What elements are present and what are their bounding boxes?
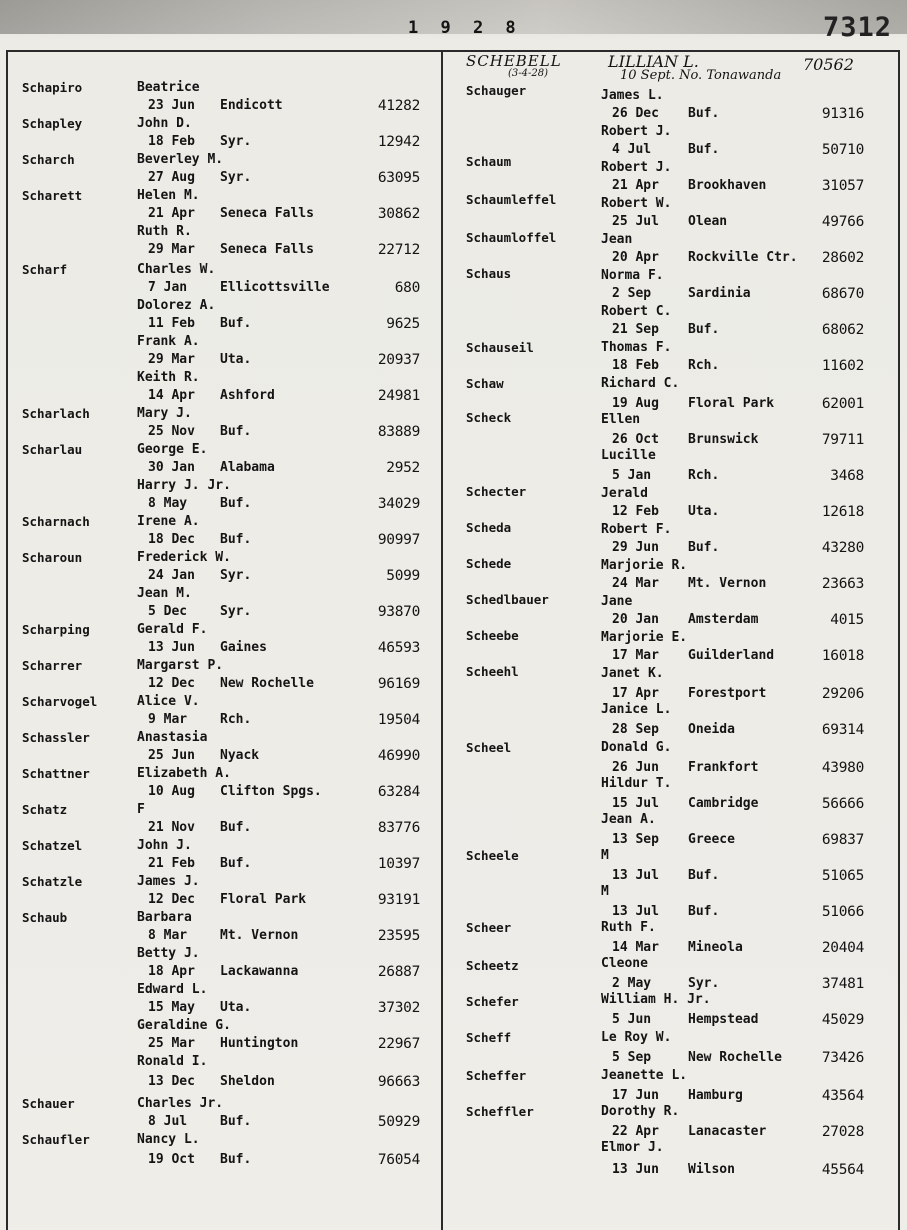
given-name: John D. (137, 116, 192, 131)
surname: Scheda (466, 520, 512, 535)
given-name: Jane (601, 594, 633, 609)
record-place: Floral Park (220, 892, 307, 907)
surname: Schapiro (22, 80, 83, 95)
record-date: 25 Jul (612, 214, 659, 229)
given-name: Ruth F. (601, 920, 656, 935)
surname: Scharping (22, 622, 90, 637)
given-name: Robert C. (601, 304, 672, 319)
record-place: Uta. (220, 352, 252, 367)
record-place: Guilderland (688, 648, 775, 663)
record-number: 30862 (377, 206, 420, 222)
record-number: 41282 (377, 98, 420, 114)
record-place: Buf. (688, 322, 720, 337)
given-name: Dolorez A. (137, 298, 216, 313)
record-place: Olean (688, 214, 728, 229)
record-number: 46593 (377, 640, 420, 656)
record-place: Hamburg (688, 1088, 743, 1103)
record-place: Syr. (688, 976, 720, 991)
record-number: 12942 (377, 134, 420, 150)
record-place: Rch. (688, 468, 720, 483)
surname: Schattner (22, 766, 90, 781)
given-name: M (601, 848, 609, 863)
given-name: Harry J. Jr. (137, 478, 231, 493)
given-name: Richard C. (601, 376, 680, 391)
record-number: 50929 (377, 1114, 420, 1130)
record-number: 43980 (821, 760, 864, 776)
record-number: 49766 (821, 214, 864, 230)
given-name: James L. (601, 88, 664, 103)
record-date: 24 Jan (148, 568, 195, 583)
record-number: 10397 (377, 856, 420, 872)
record-date: 28 Sep (612, 722, 659, 737)
column-divider (441, 50, 443, 1230)
record-number: 79711 (821, 432, 864, 448)
handwritten-number: 70562 (803, 55, 854, 74)
record-place: Gaines (220, 640, 267, 655)
record-date: 15 May (148, 1000, 195, 1015)
record-place: Syr. (220, 604, 252, 619)
record-date: 20 Apr (612, 250, 659, 265)
record-date: 5 Dec (148, 604, 188, 619)
record-place: Sardinia (688, 286, 751, 301)
given-name: William H. Jr. (601, 992, 711, 1007)
record-number: 37481 (821, 976, 864, 992)
record-number: 43564 (821, 1088, 864, 1104)
given-name: Cleone (601, 956, 648, 971)
year-header: 1 9 2 8 (408, 18, 522, 38)
record-place: New Rochelle (220, 676, 314, 691)
record-number: 22712 (377, 242, 420, 258)
record-place: Rch. (688, 358, 720, 373)
record-place: Buf. (688, 106, 720, 121)
given-name: Charles Jr. (137, 1096, 224, 1111)
record-place: Ellicottsville (220, 280, 330, 295)
surname: Scheel (466, 740, 512, 755)
given-name: Geraldine G. (137, 1018, 231, 1033)
record-number: 56666 (821, 796, 864, 812)
surname: Scharlach (22, 406, 90, 421)
given-name: Frederick W. (137, 550, 231, 565)
surname: Scheehl (466, 664, 519, 679)
surname: Scharoun (22, 550, 83, 565)
surname: Schapley (22, 116, 83, 131)
record-place: Mt. Vernon (220, 928, 299, 943)
record-place: Forestport (688, 686, 767, 701)
surname: Schaum (466, 154, 512, 169)
given-name: M (601, 884, 609, 899)
record-number: 83776 (377, 820, 420, 836)
surname: Schaw (466, 376, 504, 391)
record-place: Amsterdam (688, 612, 759, 627)
record-place: Buf. (220, 424, 252, 439)
given-name: Alice V. (137, 694, 200, 709)
record-number: 46990 (377, 748, 420, 764)
record-place: Ashford (220, 388, 275, 403)
record-date: 12 Dec (148, 676, 195, 691)
record-date: 13 Jun (612, 1162, 659, 1177)
given-name: Robert J. (601, 160, 672, 175)
record-number: 24981 (377, 388, 420, 404)
record-number: 4015 (830, 612, 864, 628)
given-name: Robert F. (601, 522, 672, 537)
given-name: Beatrice (137, 80, 200, 95)
record-number: 34029 (377, 496, 420, 512)
record-place: Buf. (220, 532, 252, 547)
record-date: 24 Mar (612, 576, 659, 591)
record-number: 20404 (821, 940, 864, 956)
given-name: Dorothy R. (601, 1104, 680, 1119)
record-number: 11602 (821, 358, 864, 374)
handwritten-surname: SCHEBELL (466, 52, 562, 70)
record-place: Buf. (220, 1152, 252, 1167)
record-date: 17 Jun (612, 1088, 659, 1103)
record-date: 13 Jun (148, 640, 195, 655)
record-date: 25 Mar (148, 1036, 195, 1051)
record-number: 69314 (821, 722, 864, 738)
record-number: 83889 (377, 424, 420, 440)
surname: Schauseil (466, 340, 534, 355)
page-number: 7312 (823, 12, 893, 43)
record-date: 5 Jan (612, 468, 652, 483)
record-place: Wilson (688, 1162, 735, 1177)
record-number: 12618 (821, 504, 864, 520)
record-date: 14 Mar (612, 940, 659, 955)
surname: Schecter (466, 484, 527, 499)
surname: Scheff (466, 1030, 512, 1045)
given-name: Janice L. (601, 702, 672, 717)
record-number: 23663 (821, 576, 864, 592)
surname: Schaumloffel (466, 230, 557, 245)
record-number: 19504 (377, 712, 420, 728)
right-rule (898, 50, 900, 1230)
record-date: 7 Jan (148, 280, 188, 295)
record-number: 62001 (821, 396, 864, 412)
record-place: Huntington (220, 1036, 299, 1051)
record-number: 3468 (830, 468, 864, 484)
record-date: 13 Dec (148, 1074, 195, 1089)
given-name: Thomas F. (601, 340, 672, 355)
handwritten-date-note: (3-4-28) (508, 68, 549, 79)
record-number: 2952 (386, 460, 420, 476)
record-date: 21 Sep (612, 322, 659, 337)
record-number: 68670 (821, 286, 864, 302)
record-date: 14 Apr (148, 388, 195, 403)
record-number: 22967 (377, 1036, 420, 1052)
record-number: 93191 (377, 892, 420, 908)
surname: Scharch (22, 152, 75, 167)
given-name: Elmor J. (601, 1140, 664, 1155)
record-date: 13 Jul (612, 868, 659, 883)
record-place: New Rochelle (688, 1050, 782, 1065)
record-number: 63284 (377, 784, 420, 800)
record-date: 4 Jul (612, 142, 652, 157)
surname: Scharvogel (22, 694, 98, 709)
record-place: Oneida (688, 722, 735, 737)
given-name: Jerald (601, 486, 648, 501)
record-place: Clifton Spgs. (220, 784, 322, 799)
given-name: Norma F. (601, 268, 664, 283)
record-number: 27028 (821, 1124, 864, 1140)
record-place: Buf. (220, 316, 252, 331)
given-name: Robert J. (601, 124, 672, 139)
given-name: Irene A. (137, 514, 200, 529)
record-place: Brunswick (688, 432, 759, 447)
given-name: Gerald F. (137, 622, 208, 637)
record-place: Buf. (220, 820, 252, 835)
record-number: 69837 (821, 832, 864, 848)
record-place: Brookhaven (688, 178, 767, 193)
record-number: 45029 (821, 1012, 864, 1028)
record-date: 21 Apr (612, 178, 659, 193)
record-place: Uta. (688, 504, 720, 519)
record-date: 13 Jul (612, 904, 659, 919)
given-name: Betty J. (137, 946, 200, 961)
surname: Scheffler (466, 1104, 534, 1119)
surname: Schassler (22, 730, 90, 745)
record-number: 96169 (377, 676, 420, 692)
record-date: 21 Nov (148, 820, 195, 835)
record-place: Rch. (220, 712, 252, 727)
record-date: 18 Feb (148, 134, 195, 149)
surname: Schaumleffel (466, 192, 557, 207)
given-name: Lucille (601, 448, 656, 463)
record-date: 21 Feb (148, 856, 195, 871)
given-name: Ronald I. (137, 1054, 208, 1069)
record-place: Sheldon (220, 1074, 275, 1089)
given-name: John J. (137, 838, 192, 853)
record-number: 5099 (386, 568, 420, 584)
given-name: Marjorie R. (601, 558, 688, 573)
record-number: 68062 (821, 322, 864, 338)
surname: Scharnach (22, 514, 90, 529)
surname: Schaus (466, 266, 512, 281)
surname: Scharlau (22, 442, 83, 457)
record-date: 8 Jul (148, 1114, 188, 1129)
record-number: 96663 (377, 1074, 420, 1090)
surname: Schaub (22, 910, 68, 925)
record-date: 2 May (612, 976, 652, 991)
given-name: Helen M. (137, 188, 200, 203)
record-place: Buf. (688, 904, 720, 919)
record-number: 9625 (386, 316, 420, 332)
record-date: 19 Oct (148, 1152, 195, 1167)
record-date: 11 Feb (148, 316, 195, 331)
given-name: Frank A. (137, 334, 200, 349)
record-place: Endicott (220, 98, 283, 113)
record-number: 23595 (377, 928, 420, 944)
record-date: 10 Aug (148, 784, 195, 799)
record-date: 12 Dec (148, 892, 195, 907)
record-date: 29 Mar (148, 242, 195, 257)
given-name: Keith R. (137, 370, 200, 385)
record-date: 26 Oct (612, 432, 659, 447)
record-date: 18 Dec (148, 532, 195, 547)
record-place: Greece (688, 832, 735, 847)
given-name: Mary J. (137, 406, 192, 421)
record-date: 17 Mar (612, 648, 659, 663)
record-date: 13 Sep (612, 832, 659, 847)
record-place: Syr. (220, 568, 252, 583)
record-number: 93870 (377, 604, 420, 620)
record-place: Cambridge (688, 796, 759, 811)
record-date: 27 Aug (148, 170, 195, 185)
given-name: Elizabeth A. (137, 766, 231, 781)
surname: Scharett (22, 188, 83, 203)
record-number: 31057 (821, 178, 864, 194)
surname: Scheele (466, 848, 519, 863)
record-place: Hempstead (688, 1012, 759, 1027)
given-name: Nancy L. (137, 1132, 200, 1147)
surname: Schatzle (22, 874, 83, 889)
given-name: Ellen (601, 412, 641, 427)
given-name: Barbara (137, 910, 192, 925)
record-number: 43280 (821, 540, 864, 556)
record-number: 37302 (377, 1000, 420, 1016)
record-number: 20937 (377, 352, 420, 368)
record-place: Buf. (220, 496, 252, 511)
surname: Schatzel (22, 838, 83, 853)
surname: Schefer (466, 994, 519, 1009)
record-number: 90997 (377, 532, 420, 548)
handwritten-place-note: 10 Sept. No. Tonawanda (620, 68, 782, 83)
record-date: 26 Dec (612, 106, 659, 121)
given-name: Robert W. (601, 196, 672, 211)
record-number: 51066 (821, 904, 864, 920)
record-number: 76054 (377, 1152, 420, 1168)
given-name: F (137, 802, 145, 817)
record-date: 18 Feb (612, 358, 659, 373)
record-place: Frankfort (688, 760, 759, 775)
surname: Schauger (466, 83, 527, 98)
record-number: 73426 (821, 1050, 864, 1066)
surname: Scheer (466, 920, 512, 935)
record-date: 5 Sep (612, 1050, 652, 1065)
record-date: 21 Apr (148, 206, 195, 221)
record-number: 29206 (821, 686, 864, 702)
record-number: 91316 (821, 106, 864, 122)
record-number: 680 (394, 280, 420, 296)
handwritten-given-name: LILLIAN L. (608, 52, 699, 71)
record-date: 18 Apr (148, 964, 195, 979)
given-name: Ruth R. (137, 224, 192, 239)
record-place: Buf. (220, 1114, 252, 1129)
record-place: Syr. (220, 134, 252, 149)
record-number: 51065 (821, 868, 864, 884)
surname: Schede (466, 556, 512, 571)
record-place: Buf. (220, 856, 252, 871)
record-place: Seneca Falls (220, 242, 314, 257)
record-place: Lackawanna (220, 964, 299, 979)
record-date: 23 Jun (148, 98, 195, 113)
record-date: 26 Jun (612, 760, 659, 775)
surname: Schatz (22, 802, 68, 817)
record-number: 45564 (821, 1162, 864, 1178)
surname: Schaufler (22, 1132, 90, 1147)
record-date: 5 Jun (612, 1012, 652, 1027)
record-number: 50710 (821, 142, 864, 158)
record-date: 29 Mar (148, 352, 195, 367)
record-place: Syr. (220, 170, 252, 185)
given-name: Anastasia (137, 730, 208, 745)
record-number: 16018 (821, 648, 864, 664)
record-date: 29 Jun (612, 540, 659, 555)
record-date: 25 Jun (148, 748, 195, 763)
record-date: 12 Feb (612, 504, 659, 519)
surname: Schauer (22, 1096, 75, 1111)
surname: Scheebe (466, 628, 519, 643)
given-name: Hildur T. (601, 776, 672, 791)
given-name: Edward L. (137, 982, 208, 997)
given-name: Jean M. (137, 586, 192, 601)
given-name: Donald G. (601, 740, 672, 755)
given-name: Charles W. (137, 262, 216, 277)
top-rule (6, 50, 900, 52)
record-place: Floral Park (688, 396, 775, 411)
record-place: Buf. (688, 142, 720, 157)
record-date: 15 Jul (612, 796, 659, 811)
surname: Schedlbauer (466, 592, 549, 607)
given-name: Janet K. (601, 666, 664, 681)
record-place: Lanacaster (688, 1124, 767, 1139)
given-name: James J. (137, 874, 200, 889)
record-number: 26887 (377, 964, 420, 980)
given-name: Jean A. (601, 812, 656, 827)
given-name: Margarst P. (137, 658, 224, 673)
record-date: 8 May (148, 496, 188, 511)
surname: Scharf (22, 262, 68, 277)
left-rule (6, 50, 8, 1230)
record-date: 2 Sep (612, 286, 652, 301)
record-place: Uta. (220, 1000, 252, 1015)
record-date: 22 Apr (612, 1124, 659, 1139)
given-name: Le Roy W. (601, 1030, 672, 1045)
surname: Scheffer (466, 1068, 527, 1083)
record-date: 8 Mar (148, 928, 188, 943)
record-place: Seneca Falls (220, 206, 314, 221)
given-name: George E. (137, 442, 208, 457)
record-number: 28602 (821, 250, 864, 266)
record-place: Alabama (220, 460, 275, 475)
given-name: Jeanette L. (601, 1068, 688, 1083)
surname: Scheetz (466, 958, 519, 973)
record-place: Buf. (688, 540, 720, 555)
surname: Scheck (466, 410, 512, 425)
record-date: 20 Jan (612, 612, 659, 627)
record-date: 9 Mar (148, 712, 188, 727)
record-place: Mineola (688, 940, 743, 955)
record-date: 19 Aug (612, 396, 659, 411)
record-place: Nyack (220, 748, 260, 763)
record-place: Mt. Vernon (688, 576, 767, 591)
record-place: Rockville Ctr. (688, 250, 798, 265)
record-date: 25 Nov (148, 424, 195, 439)
given-name: Beverley M. (137, 152, 224, 167)
record-date: 17 Apr (612, 686, 659, 701)
record-number: 63095 (377, 170, 420, 186)
record-date: 30 Jan (148, 460, 195, 475)
given-name: Marjorie E. (601, 630, 688, 645)
record-place: Buf. (688, 868, 720, 883)
given-name: Jean (601, 232, 633, 247)
surname: Scharrer (22, 658, 83, 673)
